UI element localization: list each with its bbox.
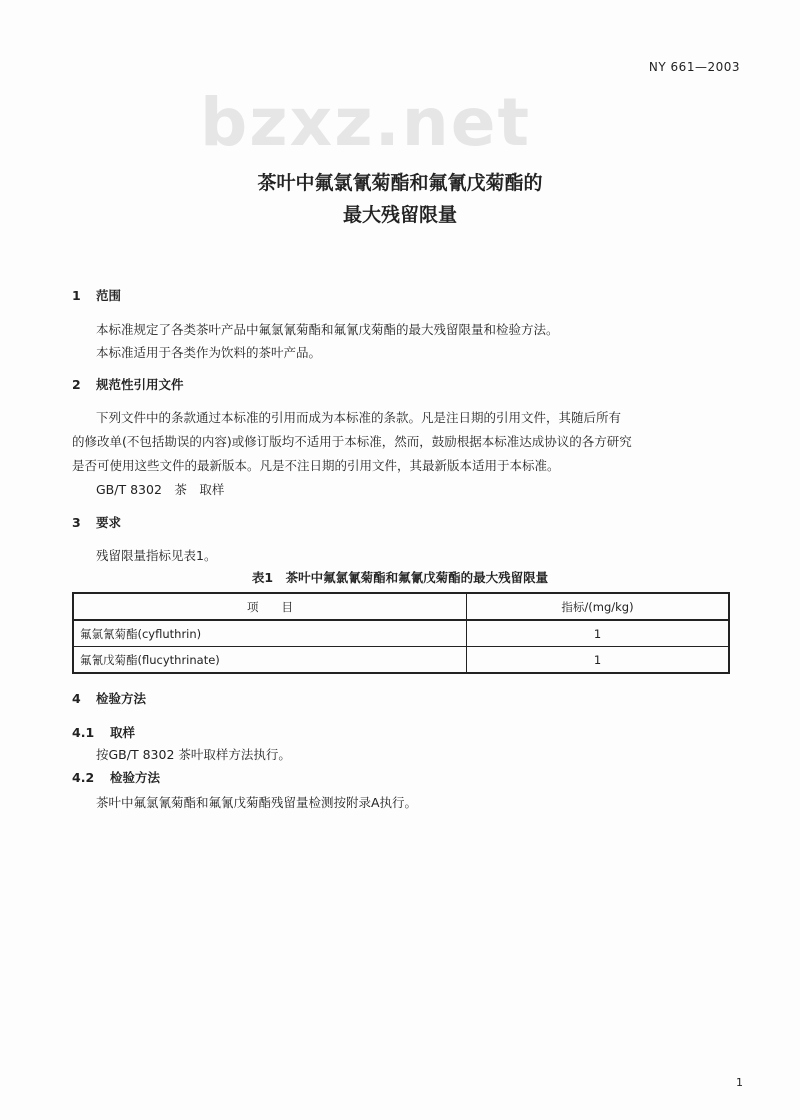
paragraph: 按GB/T 8302 茶叶取样方法执行。 bbox=[96, 747, 291, 762]
reference-item: GB/T 8302 茶 取样 bbox=[96, 482, 225, 497]
section-4-1-heading bbox=[72, 723, 135, 741]
section-number: 4 bbox=[72, 691, 81, 706]
section-number: 2 bbox=[72, 377, 81, 392]
section-title: 范围 bbox=[96, 288, 122, 303]
paragraph: 残留限量指标见表1。 bbox=[96, 548, 217, 563]
column-header: 项 目 bbox=[73, 593, 467, 620]
section-title: 要求 bbox=[96, 515, 122, 530]
section-title: 检验方法 bbox=[96, 691, 147, 706]
table-cell: 氟氰戊菊酯(flucythrinate) bbox=[73, 647, 467, 674]
table-cell: 氟氯氰菊酯(cyfluthrin) bbox=[73, 620, 467, 647]
paragraph: 茶叶中氟氯氰菊酯和氟氰戊菊酯残留量检测按附录A执行。 bbox=[96, 795, 418, 810]
table-cell: 1 bbox=[467, 647, 730, 674]
paragraph: 本标准适用于各类作为饮料的茶叶产品。 bbox=[96, 345, 322, 360]
table-header-row bbox=[73, 593, 729, 620]
section-2-heading bbox=[72, 375, 184, 393]
title-line-2: 最大残留限量 bbox=[342, 204, 457, 226]
section-4-2-heading bbox=[72, 768, 160, 786]
table-row bbox=[73, 620, 729, 647]
residue-limit-table bbox=[72, 592, 730, 674]
section-number: 4.1 bbox=[72, 725, 95, 740]
section-1-heading bbox=[72, 286, 121, 304]
section-title: 规范性引用文件 bbox=[96, 377, 184, 392]
column-header: 指标/(mg/kg) bbox=[467, 593, 730, 620]
paragraph: 本标准规定了各类茶叶产品中氟氯氰菊酯和氟氰戊菊酯的最大残留限量和检验方法。 bbox=[96, 322, 559, 337]
table-row bbox=[73, 647, 729, 674]
table-cell: 1 bbox=[467, 620, 730, 647]
section-4-heading bbox=[72, 689, 146, 707]
standard-code: NY 661—2003 bbox=[648, 60, 740, 74]
section-number: 3 bbox=[72, 515, 81, 530]
paragraph-line: 的修改单(不包括勘误的内容)或修订版均不适用于本标准，然而，鼓励根据本标准达成协议的各方研究 bbox=[72, 434, 632, 449]
section-3-heading bbox=[72, 513, 121, 531]
watermark: bzxz.net bbox=[200, 84, 532, 161]
table-caption: 表1 茶叶中氟氯氰菊酯和氟氰戊菊酯的最大残留限量 bbox=[251, 570, 549, 585]
paragraph-line: 下列文件中的条款通过本标准的引用而成为本标准的条款。凡是注日期的引用文件，其随后所有 bbox=[96, 410, 622, 425]
section-title: 检验方法 bbox=[110, 770, 161, 785]
section-number: 4.2 bbox=[72, 770, 95, 785]
title-line-1: 茶叶中氟氯氰菊酯和氟氰戊菊酯的 bbox=[257, 172, 543, 194]
section-title: 取样 bbox=[110, 725, 136, 740]
section-number: 1 bbox=[72, 288, 81, 303]
paragraph-line: 是否可使用这些文件的最新版本。凡是不注日期的引用文件，其最新版本适用于本标准。 bbox=[72, 458, 560, 473]
page-number: 1 bbox=[736, 1076, 743, 1089]
